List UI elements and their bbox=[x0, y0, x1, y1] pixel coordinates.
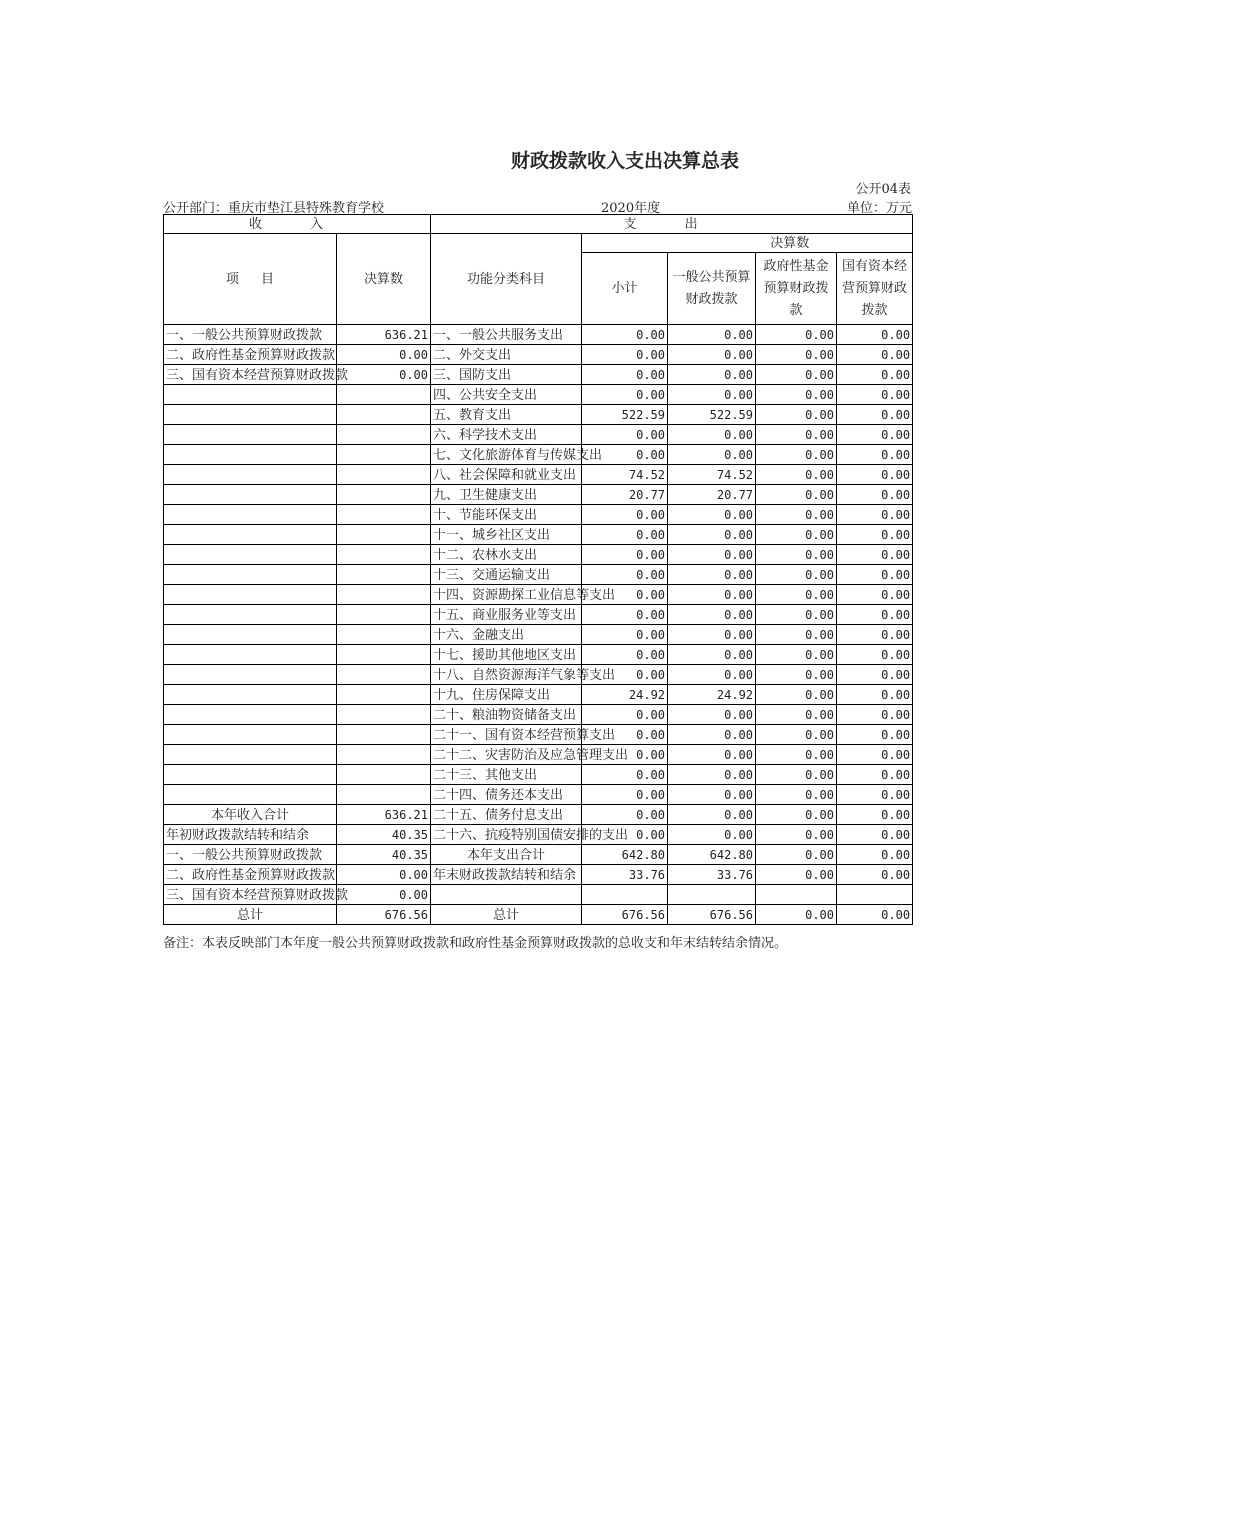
table-cell: 0.00 bbox=[668, 565, 756, 585]
table-cell: 十六、金融支出 bbox=[431, 625, 582, 645]
table-cell: 0.00 bbox=[668, 765, 756, 785]
table-row bbox=[164, 385, 913, 405]
table-cell: 0.00 bbox=[668, 645, 756, 665]
table-row bbox=[164, 505, 913, 525]
table-row bbox=[164, 545, 913, 565]
table-cell: 0.00 bbox=[837, 905, 913, 925]
table-cell: 0.00 bbox=[837, 845, 913, 865]
table-cell: 0.00 bbox=[582, 765, 668, 785]
table-cell: 0.00 bbox=[756, 605, 837, 625]
table-row bbox=[164, 585, 913, 605]
table-cell: 二、政府性基金预算财政拨款 bbox=[164, 345, 337, 365]
table-cell: 0.00 bbox=[668, 825, 756, 845]
table-cell: 0.00 bbox=[668, 585, 756, 605]
table-cell: 676.56 bbox=[668, 905, 756, 925]
table-cell: 0.00 bbox=[756, 425, 837, 445]
table-cell: 522.59 bbox=[668, 405, 756, 425]
table-cell: 20.77 bbox=[668, 485, 756, 505]
table-cell: 0.00 bbox=[582, 345, 668, 365]
table-cell: 0.00 bbox=[582, 785, 668, 805]
table-cell: 0.00 bbox=[837, 465, 913, 485]
table-cell: 0.00 bbox=[837, 485, 913, 505]
table-cell: 0.00 bbox=[756, 645, 837, 665]
table-cell: 十一、城乡社区支出 bbox=[431, 525, 582, 545]
table-cell: 一、一般公共预算财政拨款 bbox=[164, 325, 337, 345]
table-cell: 0.00 bbox=[582, 425, 668, 445]
func-category-header: 功能分类科目 bbox=[431, 234, 582, 325]
table-row bbox=[164, 845, 913, 865]
table-cell: 十七、援助其他地区支出 bbox=[431, 645, 582, 665]
table-cell: 0.00 bbox=[837, 605, 913, 625]
table-cell bbox=[164, 665, 337, 685]
table-cell bbox=[164, 385, 337, 405]
table-cell: 0.00 bbox=[756, 585, 837, 605]
table-cell: 0.00 bbox=[837, 725, 913, 745]
table-cell bbox=[337, 645, 431, 665]
table-cell: 五、教育支出 bbox=[431, 405, 582, 425]
table-cell: 一、一般公共服务支出 bbox=[431, 325, 582, 345]
table-cell: 二十三、其他支出 bbox=[431, 765, 582, 785]
table-cell bbox=[164, 545, 337, 565]
table-cell: 0.00 bbox=[756, 785, 837, 805]
table-cell bbox=[164, 745, 337, 765]
table-cell bbox=[164, 705, 337, 725]
table-cell: 0.00 bbox=[668, 325, 756, 345]
table-cell: 33.76 bbox=[668, 865, 756, 885]
table-cell bbox=[668, 885, 756, 905]
table-cell: 0.00 bbox=[837, 425, 913, 445]
table-cell: 0.00 bbox=[582, 505, 668, 525]
table-cell: 0.00 bbox=[668, 525, 756, 545]
table-cell: 八、社会保障和就业支出 bbox=[431, 465, 582, 485]
table-cell: 三、国防支出 bbox=[431, 365, 582, 385]
table-cell: 九、卫生健康支出 bbox=[431, 485, 582, 505]
table-cell: 636.21 bbox=[337, 325, 431, 345]
table-cell: 0.00 bbox=[582, 565, 668, 585]
table-cell: 0.00 bbox=[756, 745, 837, 765]
table-row bbox=[164, 325, 913, 345]
table-cell bbox=[164, 425, 337, 445]
table-cell: 0.00 bbox=[837, 545, 913, 565]
table-cell bbox=[337, 565, 431, 585]
table-cell: 636.21 bbox=[337, 805, 431, 825]
table-cell bbox=[431, 885, 582, 905]
table-cell: 0.00 bbox=[582, 665, 668, 685]
table-cell: 0.00 bbox=[582, 385, 668, 405]
table-cell bbox=[164, 685, 337, 705]
table-cell bbox=[337, 505, 431, 525]
table-cell: 0.00 bbox=[668, 385, 756, 405]
table-cell: 0.00 bbox=[756, 365, 837, 385]
table-cell: 二十六、抗疫特别国债安排的支出 bbox=[431, 825, 582, 845]
table-cell: 24.92 bbox=[582, 685, 668, 705]
table-cell: 642.80 bbox=[582, 845, 668, 865]
table-cell: 总计 bbox=[431, 905, 582, 925]
table-cell: 0.00 bbox=[582, 585, 668, 605]
table-cell: 0.00 bbox=[837, 685, 913, 705]
table-row bbox=[164, 465, 913, 485]
table-cell: 六、科学技术支出 bbox=[431, 425, 582, 445]
general-budget-header: 一般公共预算财政拨款 bbox=[668, 253, 756, 325]
report-meta bbox=[163, 197, 912, 215]
table-cell: 0.00 bbox=[582, 445, 668, 465]
table-cell bbox=[164, 405, 337, 425]
table-row bbox=[164, 345, 913, 365]
table-cell: 0.00 bbox=[756, 525, 837, 545]
table-cell: 0.00 bbox=[756, 905, 837, 925]
table-cell: 0.00 bbox=[668, 545, 756, 565]
table-cell: 676.56 bbox=[582, 905, 668, 925]
subtotal-header: 小计 bbox=[582, 253, 668, 325]
table-row bbox=[164, 865, 913, 885]
table-cell: 二十一、国有资本经营预算支出 bbox=[431, 725, 582, 745]
table-cell: 十四、资源勘探工业信息等支出 bbox=[431, 585, 582, 605]
table-cell: 0.00 bbox=[582, 605, 668, 625]
table-cell: 十、节能环保支出 bbox=[431, 505, 582, 525]
table-cell: 0.00 bbox=[668, 625, 756, 645]
table-cell bbox=[337, 385, 431, 405]
table-cell: 0.00 bbox=[337, 885, 431, 905]
table-cell: 0.00 bbox=[756, 405, 837, 425]
table-row bbox=[164, 525, 913, 545]
table-cell: 0.00 bbox=[582, 805, 668, 825]
table-cell: 33.76 bbox=[582, 865, 668, 885]
table-cell: 十八、自然资源海洋气象等支出 bbox=[431, 665, 582, 685]
table-cell: 0.00 bbox=[837, 765, 913, 785]
table-cell: 0.00 bbox=[582, 625, 668, 645]
table-cell: 0.00 bbox=[582, 525, 668, 545]
table-cell: 十五、商业服务业等支出 bbox=[431, 605, 582, 625]
table-cell: 0.00 bbox=[837, 405, 913, 425]
table-cell: 0.00 bbox=[756, 505, 837, 525]
table-row bbox=[164, 365, 913, 385]
table-cell: 七、文化旅游体育与传媒支出 bbox=[431, 445, 582, 465]
table-cell: 年初财政拨款结转和结余 bbox=[164, 825, 337, 845]
table-cell: 0.00 bbox=[756, 625, 837, 645]
table-cell: 0.00 bbox=[837, 645, 913, 665]
table-cell: 0.00 bbox=[837, 745, 913, 765]
table-cell: 三、国有资本经营预算财政拨款 bbox=[164, 365, 337, 385]
table-row bbox=[164, 705, 913, 725]
table-cell: 74.52 bbox=[668, 465, 756, 485]
table-row bbox=[164, 685, 913, 705]
table-cell: 0.00 bbox=[756, 545, 837, 565]
table-cell: 一、一般公共预算财政拨款 bbox=[164, 845, 337, 865]
table-cell bbox=[337, 665, 431, 685]
table-cell: 522.59 bbox=[582, 405, 668, 425]
table-cell bbox=[164, 625, 337, 645]
table-cell: 本年收入合计 bbox=[164, 805, 337, 825]
table-cell bbox=[337, 425, 431, 445]
table-cell bbox=[582, 885, 668, 905]
table-cell: 0.00 bbox=[756, 345, 837, 365]
table-cell bbox=[337, 405, 431, 425]
table-cell: 二、外交支出 bbox=[431, 345, 582, 365]
table-cell bbox=[164, 525, 337, 545]
table-cell: 本年支出合计 bbox=[431, 845, 582, 865]
table-cell: 0.00 bbox=[756, 845, 837, 865]
table-row bbox=[164, 765, 913, 785]
table-cell: 0.00 bbox=[756, 565, 837, 585]
table-row bbox=[164, 885, 913, 905]
table-cell: 0.00 bbox=[582, 725, 668, 745]
table-cell bbox=[337, 785, 431, 805]
table-row bbox=[164, 665, 913, 685]
table-cell: 三、国有资本经营预算财政拨款 bbox=[164, 885, 337, 905]
gov-fund-header: 政府性基金预算财政拨款 bbox=[756, 253, 837, 325]
income-amount-header: 决算数 bbox=[337, 234, 431, 325]
table-cell bbox=[337, 525, 431, 545]
table-row bbox=[164, 425, 913, 445]
table-cell: 0.00 bbox=[582, 325, 668, 345]
table-cell bbox=[337, 705, 431, 725]
table-cell: 0.00 bbox=[756, 665, 837, 685]
table-cell: 0.00 bbox=[837, 705, 913, 725]
table-cell: 二十二、灾害防治及应急管理支出 bbox=[431, 745, 582, 765]
table-cell: 0.00 bbox=[837, 445, 913, 465]
table-cell: 0.00 bbox=[668, 345, 756, 365]
table-cell: 0.00 bbox=[668, 605, 756, 625]
table-cell: 0.00 bbox=[756, 865, 837, 885]
table-cell: 二十、粮油物资储备支出 bbox=[431, 705, 582, 725]
table-cell: 十二、农林水支出 bbox=[431, 545, 582, 565]
table-cell: 0.00 bbox=[756, 725, 837, 745]
table-cell bbox=[337, 625, 431, 645]
table-cell bbox=[164, 605, 337, 625]
table-cell: 0.00 bbox=[337, 345, 431, 365]
table-cell: 0.00 bbox=[756, 325, 837, 345]
table-cell: 0.00 bbox=[756, 765, 837, 785]
table-cell: 0.00 bbox=[837, 585, 913, 605]
table-cell: 0.00 bbox=[837, 805, 913, 825]
table-cell: 0.00 bbox=[837, 825, 913, 845]
table-cell bbox=[164, 465, 337, 485]
table-cell bbox=[164, 485, 337, 505]
table-cell: 0.00 bbox=[756, 485, 837, 505]
year-label: 2020年度 bbox=[601, 201, 661, 216]
table-row bbox=[164, 605, 913, 625]
table-cell bbox=[164, 725, 337, 745]
table-cell bbox=[164, 645, 337, 665]
table-cell: 总计 bbox=[164, 905, 337, 925]
table-cell: 0.00 bbox=[837, 565, 913, 585]
table-cell bbox=[164, 585, 337, 605]
table-cell: 0.00 bbox=[582, 545, 668, 565]
table-cell: 十三、交通运输支出 bbox=[431, 565, 582, 585]
table-cell: 二、政府性基金预算财政拨款 bbox=[164, 865, 337, 885]
table-cell: 0.00 bbox=[837, 365, 913, 385]
table-cell: 0.00 bbox=[668, 785, 756, 805]
table-cell: 0.00 bbox=[582, 745, 668, 765]
table-cell: 四、公共安全支出 bbox=[431, 385, 582, 405]
table-cell: 0.00 bbox=[837, 505, 913, 525]
table-cell: 0.00 bbox=[756, 465, 837, 485]
table-cell: 十九、住房保障支出 bbox=[431, 685, 582, 705]
table-cell: 0.00 bbox=[668, 745, 756, 765]
table-cell: 676.56 bbox=[337, 905, 431, 925]
form-number: 公开04表 bbox=[855, 182, 911, 197]
table-cell: 642.80 bbox=[668, 845, 756, 865]
table-cell: 0.00 bbox=[582, 825, 668, 845]
table-cell bbox=[756, 885, 837, 905]
expense-header: 支 出 bbox=[431, 215, 913, 234]
table-cell: 0.00 bbox=[837, 525, 913, 545]
table-cell: 0.00 bbox=[756, 705, 837, 725]
table-row bbox=[164, 405, 913, 425]
table-cell: 40.35 bbox=[337, 825, 431, 845]
report-title: 财政拨款收入支出决算总表 bbox=[510, 150, 739, 172]
table-cell: 0.00 bbox=[337, 365, 431, 385]
table-cell: 0.00 bbox=[837, 785, 913, 805]
table-cell bbox=[337, 545, 431, 565]
table-row bbox=[164, 725, 913, 745]
table-cell bbox=[337, 585, 431, 605]
budget-table bbox=[163, 214, 913, 925]
table-cell bbox=[164, 565, 337, 585]
department-label: 公开部门：重庆市垫江县特殊教育学校 bbox=[163, 201, 385, 216]
table-cell: 0.00 bbox=[837, 345, 913, 365]
table-row bbox=[164, 785, 913, 805]
table-cell bbox=[164, 505, 337, 525]
table-cell: 0.00 bbox=[668, 445, 756, 465]
table-cell: 0.00 bbox=[756, 385, 837, 405]
table-cell: 0.00 bbox=[337, 865, 431, 885]
table-cell: 0.00 bbox=[668, 425, 756, 445]
table-cell: 年末财政拨款结转和结余 bbox=[431, 865, 582, 885]
table-cell: 40.35 bbox=[337, 845, 431, 865]
table-cell bbox=[337, 765, 431, 785]
table-cell bbox=[837, 885, 913, 905]
income-header: 收 入 bbox=[164, 215, 431, 234]
table-cell: 0.00 bbox=[837, 625, 913, 645]
final-amount-header: 决算数 bbox=[668, 234, 913, 253]
table-cell bbox=[337, 745, 431, 765]
table-cell bbox=[164, 445, 337, 465]
table-cell: 0.00 bbox=[582, 365, 668, 385]
table-cell bbox=[337, 725, 431, 745]
table-cell: 0.00 bbox=[837, 665, 913, 685]
table-row bbox=[164, 905, 913, 925]
table-cell: 二十四、债务还本支出 bbox=[431, 785, 582, 805]
item-header: 项 目 bbox=[164, 234, 337, 325]
table-row bbox=[164, 745, 913, 765]
table-cell: 0.00 bbox=[668, 725, 756, 745]
table-cell: 20.77 bbox=[582, 485, 668, 505]
table-cell bbox=[164, 785, 337, 805]
table-cell: 0.00 bbox=[668, 665, 756, 685]
table-cell: 74.52 bbox=[582, 465, 668, 485]
table-cell bbox=[337, 465, 431, 485]
table-cell: 0.00 bbox=[756, 805, 837, 825]
table-row bbox=[164, 625, 913, 645]
table-cell: 0.00 bbox=[668, 505, 756, 525]
table-cell bbox=[337, 485, 431, 505]
unit-label: 单位：万元 bbox=[846, 201, 912, 216]
table-cell: 0.00 bbox=[582, 705, 668, 725]
table-cell: 0.00 bbox=[756, 685, 837, 705]
table-cell: 二十五、债务付息支出 bbox=[431, 805, 582, 825]
table-cell: 0.00 bbox=[837, 865, 913, 885]
table-row bbox=[164, 805, 913, 825]
table-row bbox=[164, 445, 913, 465]
table-cell: 24.92 bbox=[668, 685, 756, 705]
table-row bbox=[164, 565, 913, 585]
table-cell bbox=[164, 765, 337, 785]
table-cell: 0.00 bbox=[756, 825, 837, 845]
table-cell: 0.00 bbox=[837, 325, 913, 345]
table-row bbox=[164, 825, 913, 845]
table-cell: 0.00 bbox=[668, 805, 756, 825]
table-cell: 0.00 bbox=[837, 385, 913, 405]
table-cell bbox=[337, 605, 431, 625]
table-cell: 0.00 bbox=[756, 445, 837, 465]
table-row bbox=[164, 485, 913, 505]
table-cell: 0.00 bbox=[668, 365, 756, 385]
state-capital-header: 国有资本经营预算财政拨款 bbox=[837, 253, 913, 325]
table-note: 备注：本表反映部门本年度一般公共预算财政拨款和政府性基金预算财政拨款的总收支和年末结转结余情况。 bbox=[163, 936, 788, 951]
table-cell bbox=[337, 685, 431, 705]
table-row bbox=[164, 645, 913, 665]
table-cell: 0.00 bbox=[582, 645, 668, 665]
table-cell bbox=[337, 445, 431, 465]
table-cell: 0.00 bbox=[668, 705, 756, 725]
